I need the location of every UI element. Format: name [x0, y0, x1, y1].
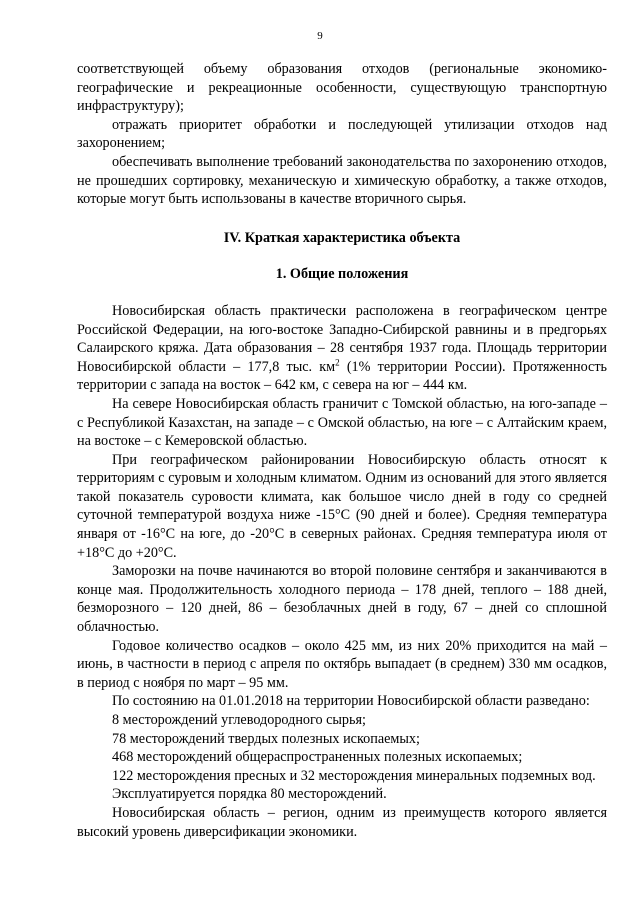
list-item: 78 месторождений твердых полезных ископаемых;: [112, 730, 420, 747]
paragraph: Новосибирская область – регион, одним из преимуществ которого является высокий уровень диверсификации экономики.: [77, 804, 607, 840]
paragraph-text: Новосибирская область практически расположена в географическом центре Российской Федерации, на юго-востоке Западно-Сибирской равнины и в предгорьях Салаирского кряжа. Дата образования – 28 сентября 1937 года. Площадь территории Новосибирской области – 177,8 тыс. км: [77, 302, 607, 375]
paragraph: При географическом районировании Новосибирскую область относят к территориям с суровым и холодным климатом. Одним из оснований для этого является такой показатель суровости климата, как большое число дней в году со средней суточной температурой воздуха ниже -15°С (90 дней и более). Средняя температура января от -16°С на юге, до -20°С в северных районах. Средняя температура июля от +18°С до +20°С.: [77, 451, 607, 561]
paragraph-text: (1% территории России). Протяженность территории с запада на восток – 642 км, с севера на юг – 444 км.: [77, 358, 607, 394]
page-number: 9: [317, 30, 323, 42]
superscript: 2: [335, 356, 340, 367]
paragraph: Эксплуатируется порядка 80 месторождений.: [112, 786, 387, 803]
paragraph: соответствующей объему образования отходов (региональные экономико-географические и рекреационные особенности, существующую транспортную инфраструктуру);: [77, 61, 607, 115]
paragraph: отражать приоритет обработки и последующей утилизации отходов над захоронением;: [77, 116, 607, 152]
paragraph: Заморозки на почве начинаются во второй половине сентября и заканчиваются в конце мая. Продолжительность холодного периода – 178 дней, теплого – 188 дней, безморозного – 120 дней, 86 – безоблачных дней в году, 67 – дней со сплошной облачностью.: [77, 563, 607, 636]
list-item: 468 месторождений общераспространенных полезных ископаемых;: [112, 749, 523, 766]
subsection-title: 1. Общие положения: [275, 266, 409, 283]
paragraph: По состоянию на 01.01.2018 на территории Новосибирской области разведано:: [112, 693, 590, 710]
document-body: [77, 60, 607, 841]
paragraph: Годовое количество осадков – около 425 мм, из них 20% приходится на май – июнь, в частности в период с апреля по октябрь выпадает (в среднем) 330 мм осадков, в период с ноября по март – 95 мм.: [77, 637, 607, 691]
list-item: 122 месторождения пресных и 32 месторождения минеральных подземных вод.: [112, 767, 596, 784]
paragraph: На севере Новосибирская область граничит с Томской областью, на юго-западе – с Республикой Казахстан, на западе – с Омской областью, на юге – с Алтайским краем, на востоке – с Кемеровской областью.: [77, 395, 607, 450]
paragraph: [77, 302, 607, 395]
paragraph: обеспечивать выполнение требований законодательства по захоронению отходов, не прошедших сортировку, механическую и химическую обработку, а также отходов, которые могут быть использованы в качестве вторичного сырья.: [77, 153, 607, 208]
section-title: IV. Краткая характеристика объекта: [223, 229, 461, 246]
list-item: 8 месторождений углеводородного сырья;: [112, 712, 366, 728]
